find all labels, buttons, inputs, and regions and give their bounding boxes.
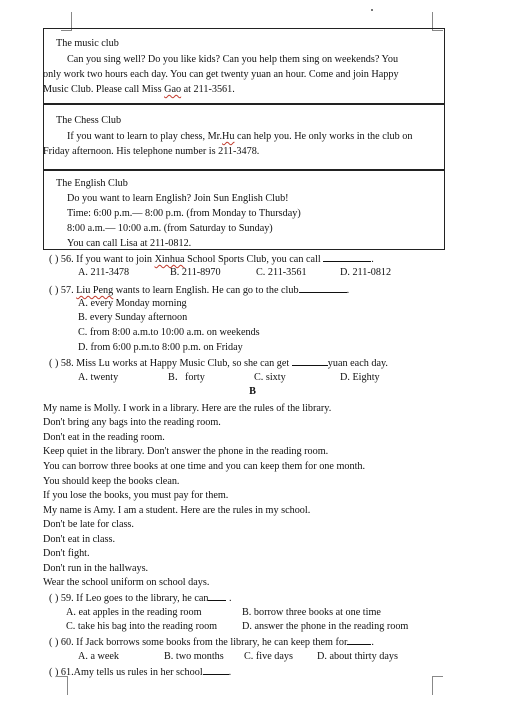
option-d[interactable]: D. answer the phone in the reading room [242, 621, 409, 632]
option-c[interactable]: C. sixty [254, 372, 286, 383]
question-59 [49, 591, 232, 606]
english-club-title: The English Club [56, 178, 128, 189]
option-b[interactable]: B. 211-8970 [170, 267, 221, 278]
question-text: 60. If Jack borrows some books from the library, he can keep them for [60, 637, 348, 648]
text-line: Do you want to learn English? Join Sun English Club! [67, 193, 289, 204]
answer-blank[interactable] [347, 635, 371, 645]
passage-line: My name is Molly. I work in a library. Here are the rules of the library. [43, 403, 332, 414]
passage-line: Don't eat in class. [43, 534, 115, 545]
answer-blank[interactable] [208, 591, 226, 601]
english-club-text [55, 191, 440, 251]
option-a[interactable]: A. a week [78, 651, 120, 662]
text-line: 8:00 a.m.— 10:00 a.m. (from Saturday to Sunday) [67, 223, 273, 234]
passage-line: My name is Amy. I am a student. Here are the rules in my school. [43, 505, 311, 516]
answer-blank[interactable] [203, 665, 229, 675]
question-text: . [346, 285, 350, 296]
chess-text-a: If you want to learn to play chess, Mr. [67, 131, 223, 142]
answer-paren[interactable]: ( ) [49, 667, 59, 678]
question-text-underlined: Xinhua [154, 254, 185, 265]
question-61 [49, 665, 231, 680]
text-line: Time: 6:00 p.m.— 8:00 p.m. (from Monday to Thursday) [67, 208, 301, 219]
passage-line: If you lose the books, you must pay for them. [43, 490, 229, 501]
chess-club-title: The Chess Club [56, 115, 122, 126]
corner-mark-bottom-right [432, 676, 443, 695]
option-a[interactable]: A. 211-3478 [78, 267, 130, 278]
name-hu: Hu [222, 131, 235, 142]
option-c[interactable]: C. take his bag into the reading room [66, 621, 218, 632]
question-58 [49, 356, 388, 371]
question-text: School Sports Club, you can call [184, 254, 324, 265]
option-c[interactable]: C. 211-3561 [256, 267, 307, 278]
answer-paren[interactable]: ( ) [49, 358, 59, 369]
passage-line: Wear the school uniform on school days. [43, 577, 210, 588]
passage-line: Don't be late for class. [43, 519, 134, 530]
option-a[interactable]: A. every Monday morning [78, 298, 187, 309]
question-60 [49, 635, 374, 650]
question-text: 58. Miss Lu works at Happy Music Club, so she can get [60, 358, 292, 369]
option-d[interactable]: D. from 6:00 p.m.to 8:00 p.m. on Friday [78, 342, 243, 353]
question-text: . [371, 254, 374, 265]
question-56 [49, 252, 374, 267]
answer-blank[interactable] [323, 252, 371, 262]
passage-line: Keep quiet in the library. Don't answer the phone in the reading room. [43, 446, 329, 457]
answer-paren[interactable]: ( ) [49, 254, 59, 265]
option-a[interactable]: A. eat apples in the reading room [66, 607, 202, 618]
answer-blank[interactable] [299, 283, 347, 293]
question-text: 59. If Leo goes to the library, he can [60, 593, 209, 604]
option-b[interactable]: B. every Sunday afternoon [78, 312, 188, 323]
text-line: You can call Lisa at 211-0812. [67, 238, 192, 249]
option-b[interactable]: B. borrow three books at one time [242, 607, 381, 618]
option-b[interactable]: B. two months [164, 651, 224, 662]
passage-line: You can borrow three books at one time and you can keep them for one month. [43, 461, 366, 472]
option-d[interactable]: D. Eighty [340, 372, 380, 383]
question-text: 57. [60, 285, 77, 296]
question-text: wants to learn English. He can go to the club [113, 285, 299, 296]
chess-text-b: can help you. He only works in the club on [234, 131, 413, 142]
question-text: yuan each day. [327, 358, 388, 369]
chess-club-box [43, 104, 445, 170]
question-text: . [226, 593, 232, 604]
question-text: . [228, 667, 232, 678]
question-text-underlined: Liu Peng [76, 285, 114, 296]
option-d[interactable]: D. 211-0812 [340, 267, 392, 278]
option-a[interactable]: A. twenty [78, 372, 119, 383]
passage-line: Don't fight. [43, 548, 90, 559]
music-text-a: Music Club. Please call Miss [43, 84, 165, 95]
music-text-b: at 211-3561. [181, 84, 235, 95]
option-d[interactable]: D. about thirty days [317, 651, 398, 662]
question-text: 61.Amy tells us rules in her school [60, 667, 203, 678]
chess-club-text [43, 129, 440, 159]
text-line [55, 129, 440, 144]
english-club-box [43, 170, 445, 250]
page-dot [371, 9, 373, 11]
music-club-box [43, 28, 445, 104]
text-line: Can you sing well? Do you like kids? Can you help them sing on weekends? You [67, 54, 399, 65]
option-b[interactable]: B．forty [168, 372, 205, 383]
text-line: Friday afternoon. His telephone number is 211-3478. [43, 146, 260, 157]
passage-line: Don't run in the hallways. [43, 563, 149, 574]
question-text: 56. If you want to join [60, 254, 155, 265]
answer-blank[interactable] [292, 356, 328, 366]
passage-line: Don't eat in the reading room. [43, 432, 165, 443]
passage-line: Don't bring any bags into the reading room. [43, 417, 221, 428]
text-line [43, 67, 440, 82]
section-heading: B [249, 386, 256, 397]
text-line-span [43, 84, 235, 95]
music-club-text [43, 52, 440, 97]
option-c[interactable]: C. five days [244, 651, 293, 662]
name-gao: Gao [164, 84, 182, 95]
answer-paren[interactable]: ( ) [49, 593, 59, 604]
text-line [43, 82, 440, 97]
option-c[interactable]: C. from 8:00 a.m.to 10:00 a.m. on weekends [78, 327, 260, 338]
question-text: . [371, 637, 374, 648]
text-line: only work two hours each day. You can get twenty yuan an hour. Come and join Happy [43, 69, 399, 80]
answer-paren[interactable]: ( ) [49, 637, 59, 648]
music-club-title: The music club [56, 38, 119, 49]
answer-paren[interactable]: ( ) [49, 285, 59, 296]
passage-line: You should keep the books clean. [43, 476, 180, 487]
question-57 [49, 283, 349, 298]
